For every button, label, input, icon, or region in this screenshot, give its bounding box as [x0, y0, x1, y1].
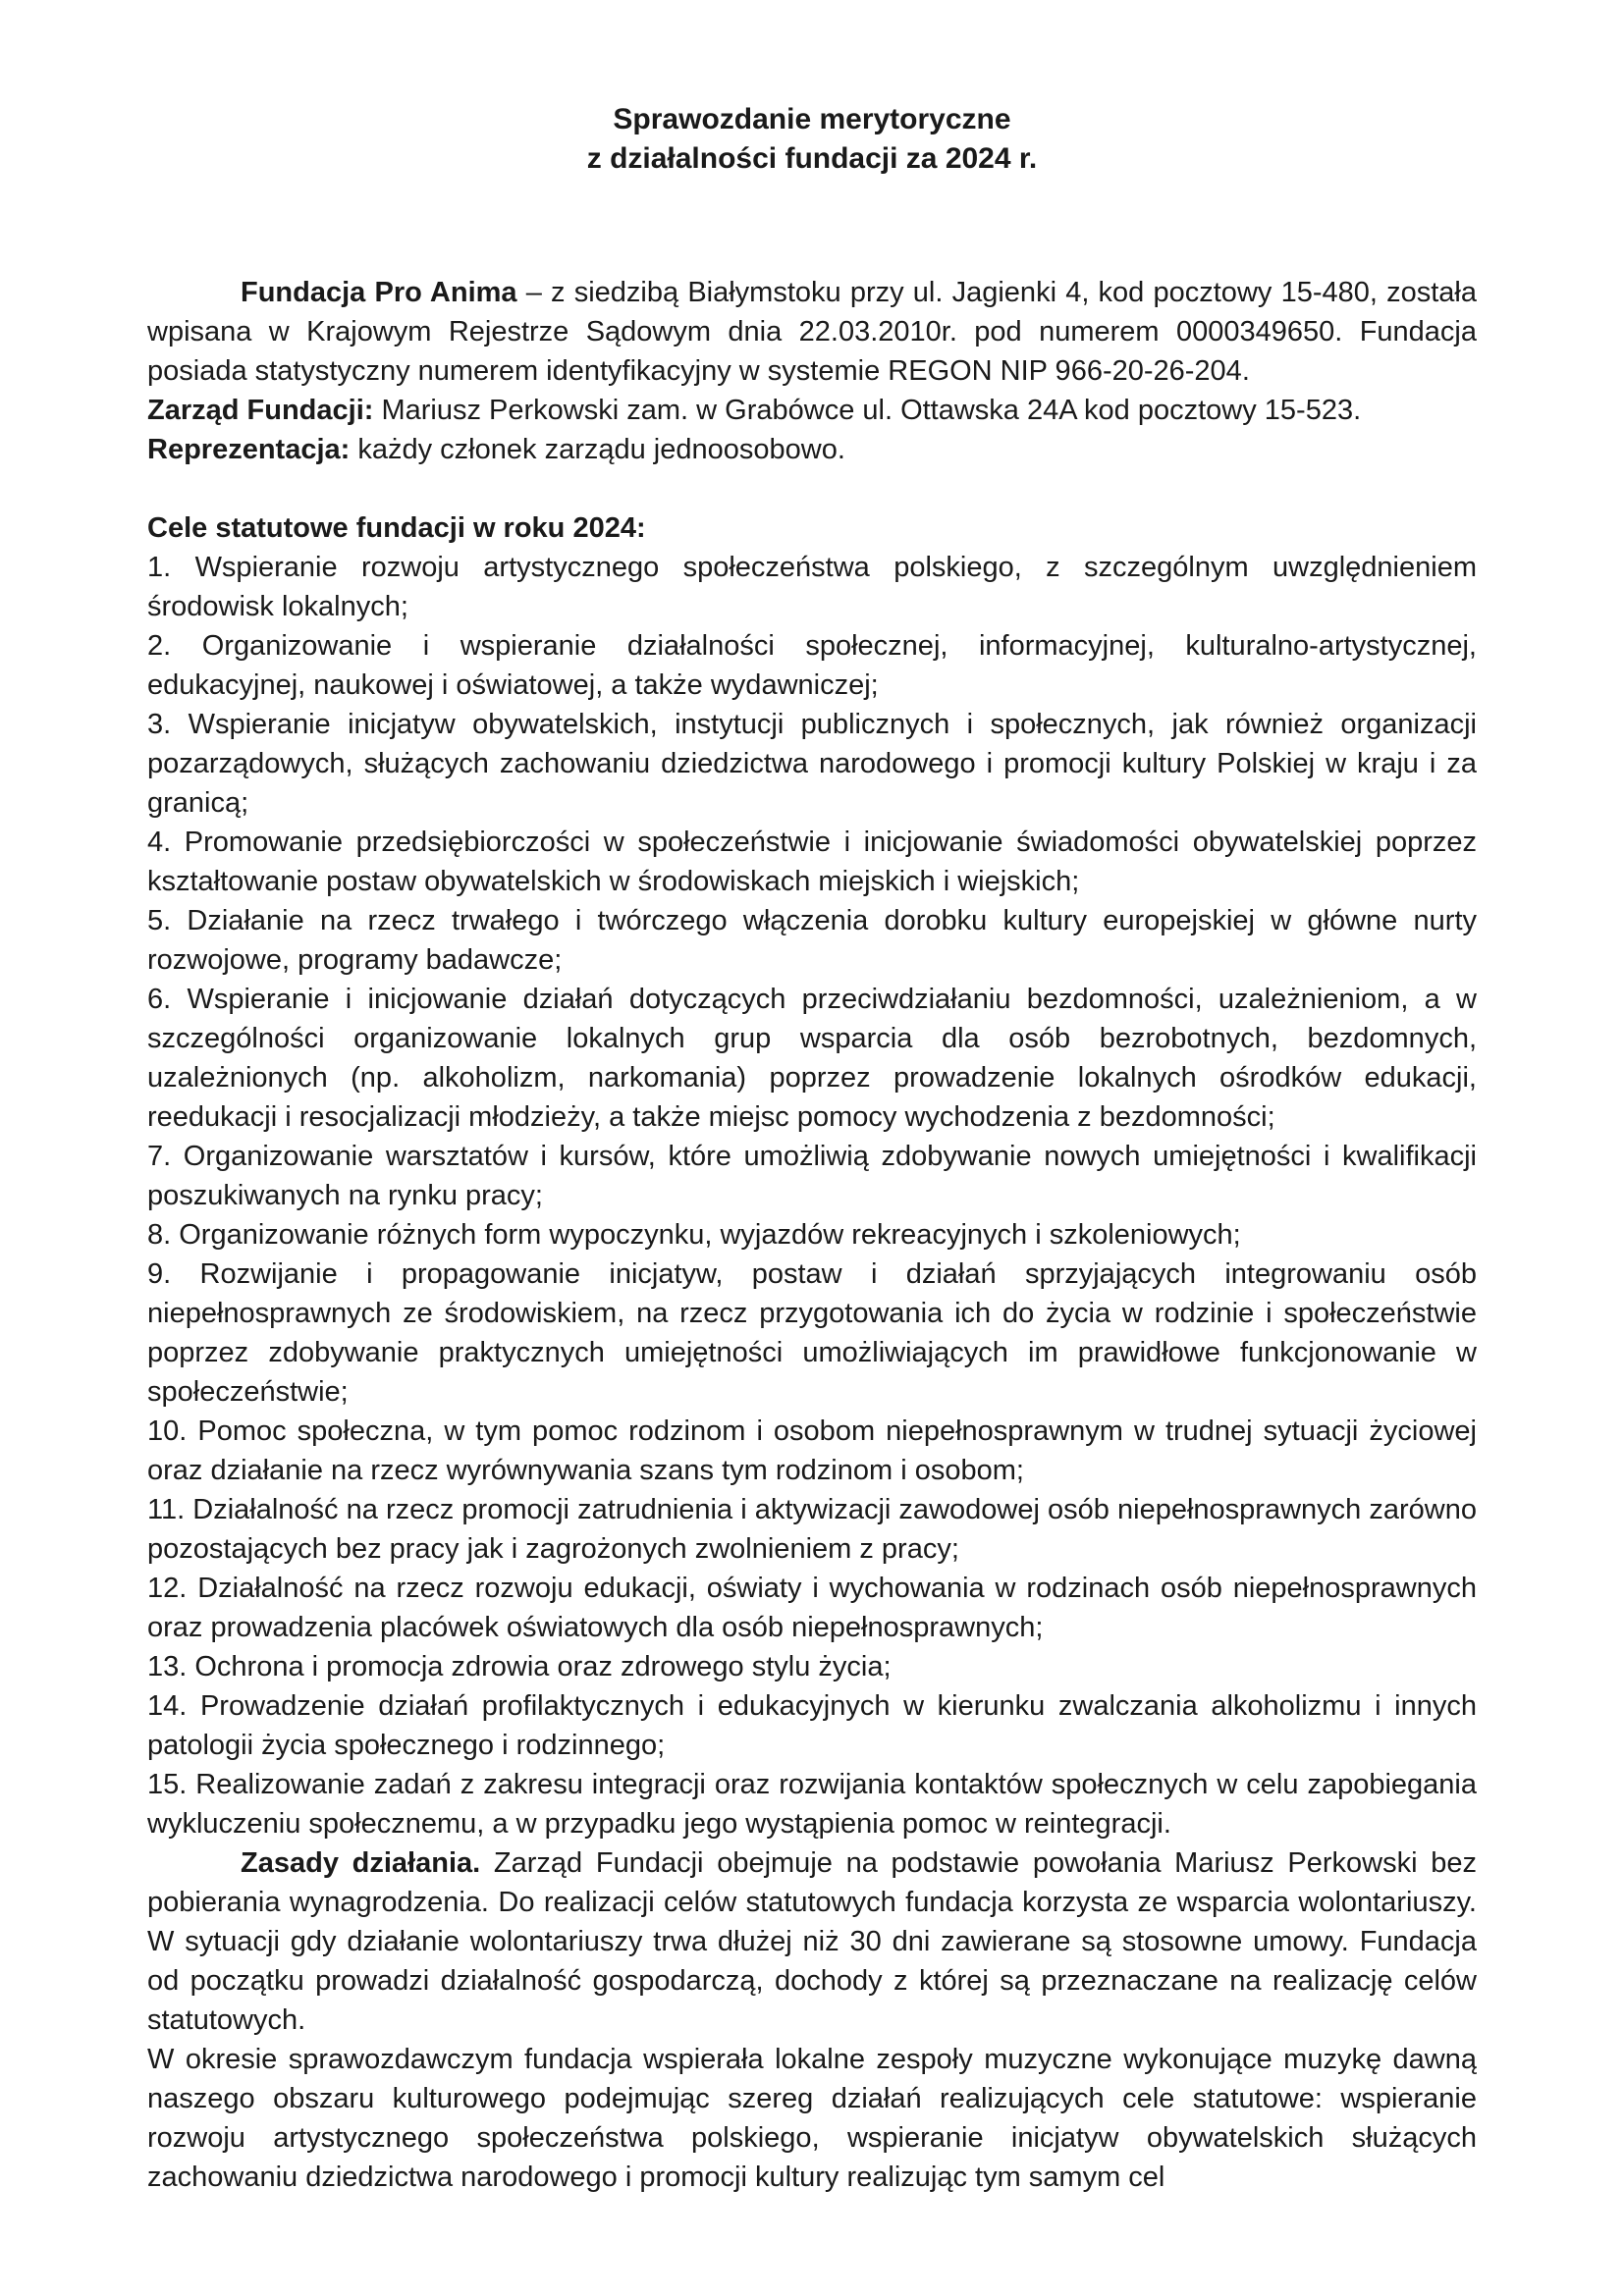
page-title-line-2: z działalności fundacji za 2024 r.	[586, 142, 1038, 175]
statute-item-4: 4. Promowanie przedsiębiorczości w społeczeństwie i inicjowanie świadomości obywatelskiej poprzez kształtowanie postaw obywatelskich w środowiskach miejskich i wiejskich;	[147, 827, 1477, 897]
representation-text: każdy członek zarządu jednoosobowo.	[350, 434, 845, 465]
intro-paragraph	[147, 273, 1477, 391]
board-paragraph	[147, 391, 1477, 430]
page-title-line-1: Sprawozdanie merytoryczne	[613, 103, 1011, 135]
representation-paragraph	[147, 430, 1477, 469]
statute-item-9: 9. Rozwijanie i propagowanie inicjatyw, postaw i działań sprzyjających integrowaniu osób niepełnosprawnych ze środowiskiem, na rzecz przygotowania ich do życia w rodzinie i społeczeństwie poprzez zdobywanie praktycznych umiejętności umożliwiających im prawidłowe funkcjonowanie w społeczeństwie;	[147, 1258, 1477, 1408]
statute-item-2: 2. Organizowanie i wspieranie działalności społecznej, informacyjnej, kulturalno-artystycznej, edukacyjnej, naukowej i oświatowej, a także wydawniczej;	[147, 630, 1477, 701]
statute-item-11: 11. Działalność na rzecz promocji zatrudnienia i aktywizacji zawodowej osób niepełnosprawnych zarówno pozostających bez pracy jak i zagrożonych zwolnieniem z pracy;	[147, 1494, 1477, 1565]
board-text: Mariusz Perkowski zam. w Grabówce ul. Ottawska 24A kod pocztowy 15-523.	[373, 395, 1362, 426]
statute-item-10: 10. Pomoc społeczna, w tym pomoc rodzinom i osobom niepełnosprawnym w trudnej sytuacji życiowej oraz działanie na rzecz wyrównywania szans tym rodzinom i osobom;	[147, 1415, 1477, 1486]
statute-item-12: 12. Działalność na rzecz rozwoju edukacji, oświaty i wychowania w rodzinach osób niepełnosprawnych oraz prowadzenia placówek oświatowych dla osób niepełnosprawnych;	[147, 1573, 1477, 1643]
statute-item-14: 14. Prowadzenie działań profilaktycznych i edukacyjnych w kierunku zwalczania alkoholizmu i innych patologii życia społecznego i rodzinnego;	[147, 1690, 1477, 1761]
statute-item-8: 8. Organizowanie różnych form wypoczynku, wyjazdów rekreacyjnych i szkoleniowych;	[147, 1219, 1241, 1251]
intro-text: – z siedzibą Białymstoku przy ul. Jagienki 4, kod pocztowy 15-480, została wpisana w Krajowym Rejestrze Sądowym dnia 22.03.2010r. pod numerem 0000349650. Fundacja posiada statystyczny numerem identyfikacyjny w systemie REGON NIP 966-20-26-204.	[147, 277, 1477, 387]
operating-principles-paragraph	[147, 1843, 1477, 2040]
statute-item-3: 3. Wspieranie inicjatyw obywatelskich, instytucji publicznych i społecznych, jak również organizacji pozarządowych, służących zachowaniu dziedzictwa narodowego i promocji kultury Polskiej w kraju i za granicą;	[147, 709, 1477, 819]
statute-item-15: 15. Realizowanie zadań z zakresu integracji oraz rozwijania kontaktów społecznych w celu zapobiegania wykluczeniu społecznemu, a w przypadku jego wystąpienia pomoc w reintegracji.	[147, 1769, 1477, 1840]
statutory-goals-heading: Cele statutowe fundacji w roku 2024:	[147, 512, 646, 544]
statute-item-5: 5. Działanie na rzecz trwałego i twórczego włączenia dorobku kultury europejskiej w główne nurty rozwojowe, programy badawcze;	[147, 905, 1477, 976]
statute-item-13: 13. Ochrona i promocja zdrowia oraz zdrowego stylu życia;	[147, 1651, 892, 1682]
statute-item-7: 7. Organizowanie warsztatów i kursów, które umożliwią zdobywanie nowych umiejętności i kwalifikacji poszukiwanych na rynku pracy;	[147, 1141, 1477, 1211]
foundation-name: Fundacja Pro Anima	[241, 277, 517, 308]
statute-item-1: 1. Wspieranie rozwoju artystycznego społeczeństwa polskiego, z szczególnym uwzględnieniem środowisk lokalnych;	[147, 552, 1477, 622]
board-label: Zarząd Fundacji:	[147, 395, 374, 426]
reporting-period-paragraph: W okresie sprawozdawczym fundacja wspierała lokalne zespoły muzyczne wykonujące muzykę dawną naszego obszaru kulturowego podejmując szereg działań realizujących cele statutowe: wspieranie rozwoju artystycznego społeczeństwa polskiego, wspieranie inicjatyw obywatelskich służących zachowaniu dziedzictwa narodowego i promocji kultury realizując tym samym cel	[147, 2044, 1477, 2193]
operating-principles-text: Zarząd Fundacji obejmuje na podstawie powołania Mariusz Perkowski bez pobierania wynagrodzenia. Do realizacji celów statutowych fundacja korzysta ze wsparcia wolontariuszy. W sytuacji gdy działanie wolontariuszy trwa dłużej niż 30 dni zawierane są stosowne umowy. Fundacja od początku prowadzi działalność gospodarczą, dochody z której są przeznaczane na realizację celów statutowych.	[147, 1847, 1477, 2036]
representation-label: Reprezentacja:	[147, 434, 351, 465]
statute-item-6: 6. Wspieranie i inicjowanie działań dotyczących przeciwdziałaniu bezdomności, uzależnieniom, a w szczególności organizowanie lokalnych grup wsparcia dla osób bezrobotnych, bezdomnych, uzależnionych (np. alkoholizm, narkomania) poprzez prowadzenie lokalnych ośrodków edukacji, reedukacji i resocjalizacji młodzieży, a także miejsc pomocy wychodzenia z bezdomności;	[147, 984, 1477, 1133]
operating-principles-label: Zasady działania.	[241, 1847, 481, 1879]
page-title	[147, 100, 1477, 179]
